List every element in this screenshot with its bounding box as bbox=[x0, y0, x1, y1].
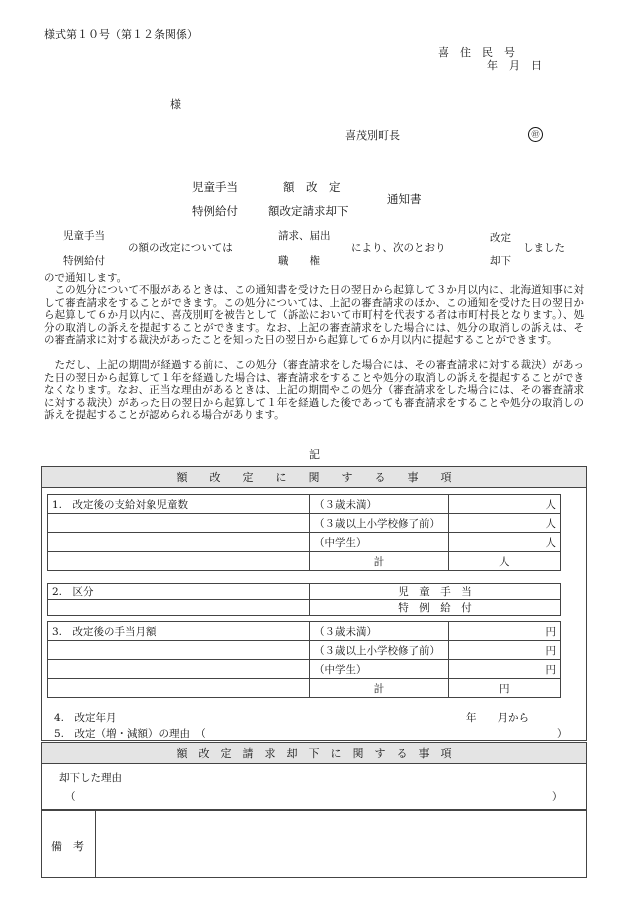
item1-row3-label: （中学生） bbox=[310, 533, 449, 552]
title-kind-1: 額 改 定 bbox=[283, 180, 341, 194]
item2-label: 2. 区分 bbox=[48, 584, 310, 600]
title-allowance-2: 特例給付 bbox=[192, 204, 238, 218]
remarks-label: 備 考 bbox=[51, 840, 84, 853]
children-count-table bbox=[47, 494, 561, 571]
item4-value: 年 月から bbox=[466, 712, 529, 724]
item1-row1-label: （３歳未満） bbox=[310, 495, 449, 514]
item3-row3-label: （中学生） bbox=[310, 660, 449, 679]
item3-total-value bbox=[449, 679, 561, 698]
section-a-header: 額 改 定 に 関 す る 事 項 bbox=[41, 466, 587, 488]
reject-reason-open: （ bbox=[65, 791, 76, 803]
body-paragraph-1: ので通知します。 bbox=[44, 272, 128, 284]
lead-text-1: の額の改定については bbox=[128, 242, 233, 254]
remarks-divider bbox=[95, 810, 96, 877]
item1-row2-value: 人 bbox=[449, 514, 561, 533]
item4-label: 4. 改定年月 bbox=[54, 712, 117, 724]
lead-text-2: により、次のとおり bbox=[351, 242, 446, 254]
item1-total-label: 計 bbox=[310, 552, 449, 571]
item3-row3-value: 円 bbox=[449, 660, 561, 679]
lead-option-1b: 職 権 bbox=[278, 255, 320, 267]
item3-row1-value: 円 bbox=[449, 622, 561, 641]
lead-text-3: しました bbox=[523, 242, 565, 254]
lead-allowance-2: 特例給付 bbox=[63, 255, 105, 267]
body-paragraph-3: ただし、上記の期間が経過する前に、この処分（審査請求をした場合には、その審査請求に対する裁決）があった日の翌日から起算して１年を経過した場合は、審査請求をすることや処分の取消しの訴えを提起することができなくなります。なお、正当な理由があるときは、上記の期間やこの処分（審査請求をした場合には、その審査請求に対する裁決）があった日の翌日から起算して１年を経過した後であっても審査請求をすることや処分の取消しの訴えを提起することが認められる場合があります。 bbox=[44, 359, 584, 422]
item3-total-label: 計 bbox=[310, 679, 449, 698]
item1-row1-value: 人 bbox=[449, 495, 561, 514]
item3-label: 3. 改定後の手当月額 bbox=[48, 622, 310, 641]
item5-label: 5. 改定（増・減額）の理由 （ bbox=[54, 728, 206, 740]
reject-reason-label: 却下した理由 bbox=[59, 772, 122, 784]
remarks-frame bbox=[41, 810, 587, 878]
section-b-reason-frame bbox=[41, 764, 587, 810]
item3-row2-value: 円 bbox=[449, 641, 561, 660]
lead-allowance-1: 児童手当 bbox=[63, 230, 105, 242]
body-paragraph-2: この処分について不服があるときは、この通知書を受けた日の翌日から起算して３か月以内に、北海道知事に対して審査請求をすることができます。この処分については、上記の審査請求のほか、この通知を受けた日の翌日から起算して６か月以内に、喜茂別町を被告として（訴訟において市町村を代表する者は市町村長となります。）、処分の取消しの訴えを提起することができます。なお、上記の審査請求をした場合には、処分の取消しの訴えは、その審査請求に対する裁決があったことを知った日の翌日から起算して６か月以内に提起することができます。 bbox=[44, 284, 584, 347]
item3-row2-label: （３歳以上小学校修了前） bbox=[310, 641, 449, 660]
title-allowance-1: 児童手当 bbox=[192, 180, 238, 194]
category-table bbox=[47, 583, 561, 616]
item1-label: 1. 改定後の支給対象児童数 bbox=[48, 495, 310, 514]
item1-total-value bbox=[449, 552, 561, 571]
lead-option-2b: 却下 bbox=[490, 255, 511, 267]
addressee-suffix: 様 bbox=[170, 98, 181, 111]
item1-row2-label: （３歳以上小学校修了前） bbox=[310, 514, 449, 533]
section-b-header: 額 改 定 請 求 却 下 に 関 す る 事 項 bbox=[41, 742, 587, 764]
form-number: 様式第１０号（第１２条関係） bbox=[44, 28, 198, 41]
date-label: 年 月 日 bbox=[487, 59, 542, 72]
item3-row1-label: （３歳未満） bbox=[310, 622, 449, 641]
item2-option-1: 児 童 手 当 bbox=[310, 584, 561, 600]
item1-row3-value: 人 bbox=[449, 533, 561, 552]
title-doc: 通知書 bbox=[387, 192, 422, 206]
ki-label: 記 bbox=[309, 448, 320, 461]
address-number-label: 喜 住 民 号 bbox=[438, 46, 515, 59]
lead-option-1a: 請求、届出 bbox=[278, 230, 331, 242]
title-kind-2: 額改定請求却下 bbox=[268, 204, 349, 218]
lead-option-2a: 改定 bbox=[490, 232, 511, 244]
issuer-name: 喜茂別町長 bbox=[345, 129, 400, 142]
item3-total-unit: 円 bbox=[499, 682, 510, 695]
reject-reason-close: ） bbox=[552, 791, 563, 803]
item5-close: ） bbox=[557, 728, 568, 740]
item2-option-2: 特 例 給 付 bbox=[310, 600, 561, 616]
seal-icon: ㊞ bbox=[528, 127, 543, 142]
item1-total-unit: 人 bbox=[499, 555, 510, 568]
monthly-amount-table bbox=[47, 621, 561, 698]
